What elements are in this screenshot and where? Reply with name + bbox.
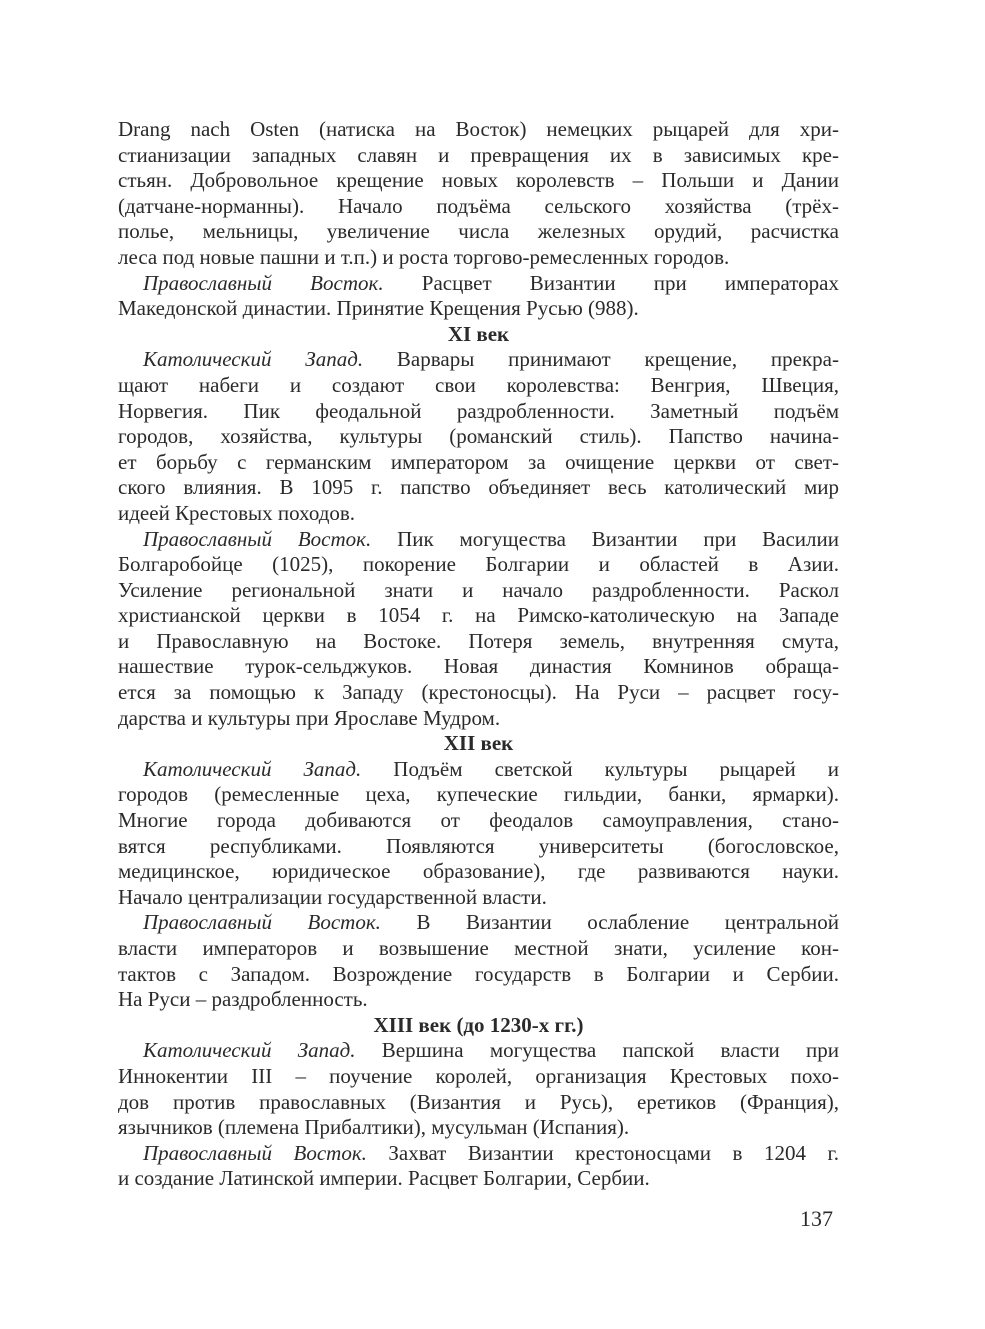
- text-line: [118, 245, 839, 271]
- text-line: [118, 859, 839, 885]
- text-line: [118, 706, 839, 732]
- line-text: полье, мельницы, увеличение числа железных орудий, расчистка: [118, 219, 839, 244]
- line-text: власти императоров и возвышение местной знати, усиление кон-: [118, 936, 839, 960]
- text-line: [118, 399, 839, 425]
- text-line: [118, 373, 839, 399]
- line-text: Македонской династии. Принятие Крещения Русью (988).: [118, 296, 639, 321]
- text-line: [118, 117, 839, 143]
- line-text: Расцвет Византии при императорах: [383, 270, 839, 295]
- text-line: [118, 680, 839, 706]
- text-line: [118, 424, 839, 450]
- paragraph-lead: Православный Восток.: [143, 270, 384, 295]
- text-line: [118, 501, 839, 527]
- text-line: [118, 654, 839, 680]
- line-text: и создание Латинской империи. Расцвет Болгарии, Сербии.: [118, 1166, 650, 1191]
- paragraph-lead: Католический Запад.: [143, 756, 362, 781]
- paragraph: [118, 271, 839, 322]
- line-text: стьян. Добровольное крещение новых королевств – Польши и Дании: [118, 168, 839, 193]
- line-text: Пик могущества Византии при Василии: [371, 526, 839, 551]
- text-line: [118, 782, 839, 808]
- section-heading: XII век: [443, 731, 514, 756]
- line-text: Усиление региональной знати и начало раздробленности. Раскол: [118, 577, 839, 602]
- text-line: [118, 629, 839, 655]
- text-line: [118, 527, 839, 553]
- line-text: леса под новые пашни и т.п.) и роста торгово-ремесленных городов.: [118, 244, 730, 269]
- line-text: (датчане-норманны). Начало подъёма сельского хозяйства (трёх-: [118, 193, 839, 218]
- text-line: [118, 271, 839, 297]
- section-heading: XIII век (до 1230-х гг.): [373, 1012, 584, 1037]
- line-text: дов против православных (Византия и Русь), еретиков (Франция),: [118, 1089, 839, 1114]
- line-text: нашествие турок-сельджуков. Новая династия Комнинов обраща-: [118, 654, 839, 679]
- text-line: [118, 1064, 839, 1090]
- paragraph: [118, 527, 839, 732]
- text-line: [118, 987, 839, 1013]
- line-text: Начало централизации государственной власти.: [118, 884, 547, 909]
- line-text: Многие города добиваются от феодалов самоуправления, стано-: [118, 808, 839, 833]
- text-line: [118, 168, 839, 194]
- text-line: [118, 1038, 839, 1064]
- text-line: [118, 475, 839, 501]
- paragraph-lead: Католический Запад.: [143, 1038, 356, 1063]
- line-text: идеей Крестовых походов.: [118, 500, 356, 525]
- text-line: [118, 1141, 839, 1167]
- text-line: [118, 910, 839, 936]
- text-line: [118, 808, 839, 834]
- text-line: [118, 450, 839, 476]
- line-text: Болгаробойце (1025), покорение Болгарии и областей в Азии.: [118, 552, 839, 577]
- paragraph: [118, 117, 839, 271]
- text-line: [118, 936, 839, 962]
- text-line: [118, 1090, 839, 1116]
- section-heading: XI век: [447, 321, 510, 346]
- line-text: Варвары принимают крещение, прекра-: [363, 347, 839, 372]
- paragraph-lead: Православный Восток.: [143, 526, 372, 551]
- paragraph: [118, 1038, 839, 1140]
- paragraph: [118, 1141, 839, 1192]
- line-text: щают набеги и создают свои королевства: Венгрия, Швеция,: [118, 372, 839, 397]
- line-text: На Руси – раздробленность.: [118, 987, 368, 1012]
- line-text: стианизации западных славян и превращения их в зависимых кре-: [118, 142, 839, 167]
- line-text: городов (ремесленные цеха, купеческие гильдии, банки, ярмарки).: [118, 782, 839, 807]
- paragraph: [118, 910, 839, 1012]
- line-text: Норвегия. Пик феодальной раздробленности. Заметный подъём: [118, 398, 839, 423]
- line-text: христианской церкви в 1054 г. на Римско-католическую на Западе: [118, 603, 839, 628]
- text-line: [118, 194, 839, 220]
- text-line: [118, 219, 839, 245]
- line-text: В Византии ослабление центральной: [380, 910, 839, 935]
- paragraph: [118, 347, 839, 526]
- paragraph-lead: Православный Восток.: [143, 1140, 367, 1165]
- text-line: [118, 757, 839, 783]
- line-text: ет борьбу с германским императором за очищение церкви от свет-: [118, 449, 839, 474]
- text-line: [118, 296, 839, 322]
- text-line: [118, 962, 839, 988]
- line-text: и Православную на Востоке. Потеря земель, внутренняя смута,: [118, 628, 839, 653]
- line-text: городов, хозяйства, культуры (романский стиль). Папство начина-: [118, 424, 839, 449]
- line-text: вятся республиками. Появляются университеты (богословское,: [118, 833, 839, 858]
- text-line: [118, 1166, 839, 1192]
- line-text: тактов с Западом. Возрождение государств в Болгарии и Сербии.: [118, 961, 839, 986]
- page-number: 137: [800, 1206, 833, 1231]
- text-line: [118, 578, 839, 604]
- line-text: ского влияния. В 1095 г. папство объединяет весь католический мир: [118, 475, 839, 500]
- text-line: [118, 885, 839, 911]
- line-text: язычников (племена Прибалтики), мусульман (Испания).: [118, 1115, 630, 1140]
- line-text: Подъём светской культуры рыцарей и: [361, 756, 839, 781]
- text-line: [118, 603, 839, 629]
- line-text: Вершина могущества папской власти при: [355, 1038, 839, 1063]
- line-text: дарства и культуры при Ярославе Мудром.: [118, 705, 501, 730]
- text-line: [118, 834, 839, 860]
- page-body: [118, 117, 839, 1192]
- line-text: Захват Византии крестоносцами в 1204 г.: [366, 1140, 839, 1165]
- paragraph-lead: Католический Запад.: [143, 347, 364, 372]
- line-text: медицинское, юридическое образование), где развиваются науки.: [118, 859, 839, 884]
- text-line: [118, 552, 839, 578]
- text-line: [118, 347, 839, 373]
- line-text: Drang nach Osten (натиска на Восток) немецких рыцарей для хри-: [118, 117, 839, 141]
- paragraph: [118, 757, 839, 911]
- text-line: [118, 143, 839, 169]
- line-text: Иннокентии III – поучение королей, организация Крестовых похо-: [118, 1063, 839, 1088]
- text-line: [118, 1115, 839, 1141]
- line-text: ется за помощью к Западу (крестоносцы). На Руси – расцвет госу-: [118, 680, 839, 705]
- paragraph-lead: Православный Восток.: [143, 910, 381, 935]
